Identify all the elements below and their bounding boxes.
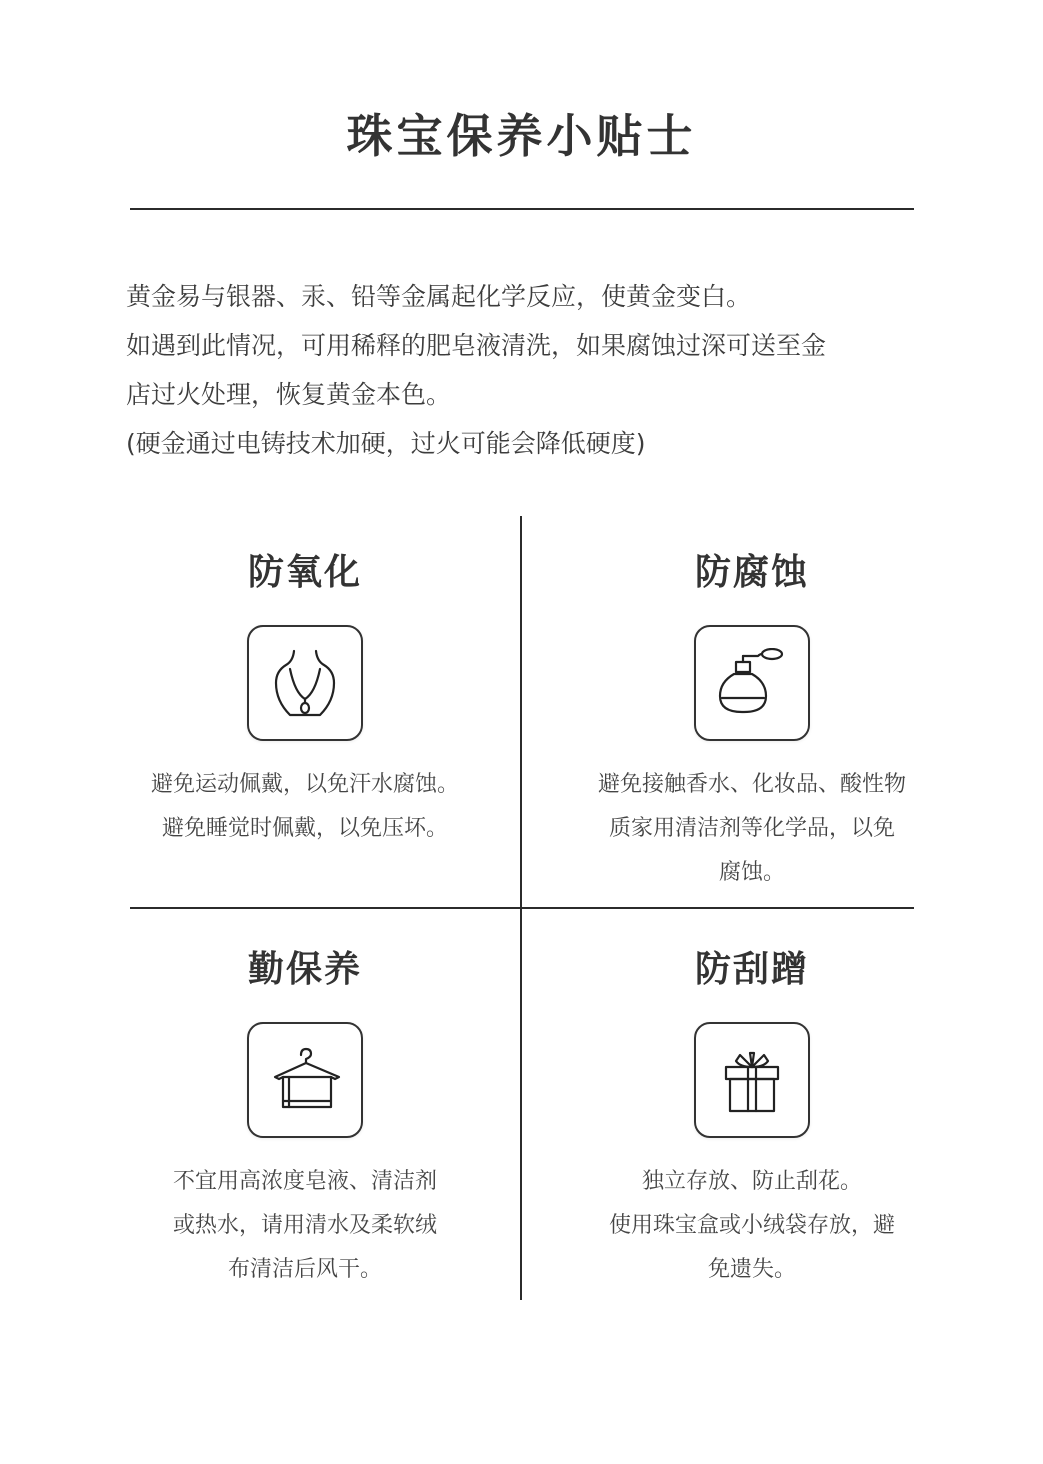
intro-line: (硬金通过电铸技术加硬，过火可能会降低硬度) bbox=[126, 429, 646, 458]
tip-description bbox=[110, 1160, 500, 1292]
gift-box-icon bbox=[694, 1022, 810, 1138]
intro-line: 店过火处理，恢复黄金本色。 bbox=[126, 380, 452, 409]
tip-title: 防刮蹭 bbox=[694, 949, 809, 990]
tip-line: 质家用清洁剂等化学品，以免 bbox=[608, 816, 895, 841]
tip-regular-care bbox=[110, 948, 500, 1292]
perfume-bottle-icon bbox=[694, 625, 810, 741]
intro-line: 如遇到此情况，可用稀释的肥皂液清洗，如果腐蚀过深可送至金 bbox=[126, 331, 827, 360]
tip-line: 避免睡觉时佩戴，以免压坏。 bbox=[161, 816, 448, 841]
tip-anti-oxidation bbox=[110, 551, 500, 851]
intro-line: 黄金易与银器、汞、铅等金属起化学反应，使黄金变白。 bbox=[126, 282, 752, 311]
tip-description bbox=[557, 1160, 947, 1292]
tip-line: 独立存放、防止刮花。 bbox=[641, 1169, 862, 1194]
tip-line: 不宜用高浓度皂液、清洁剂 bbox=[172, 1169, 437, 1194]
tip-anti-corrosion bbox=[557, 551, 947, 895]
tip-line: 腐蚀。 bbox=[718, 860, 785, 885]
tip-line: 避免运动佩戴，以免汗水腐蚀。 bbox=[150, 772, 459, 797]
tip-line: 免遗失。 bbox=[707, 1257, 796, 1282]
tip-line: 使用珠宝盒或小绒袋存放，避 bbox=[608, 1213, 895, 1238]
tip-title: 防腐蚀 bbox=[694, 552, 809, 593]
tip-description bbox=[557, 763, 947, 895]
necklace-icon bbox=[247, 625, 363, 741]
towel-hanger-icon bbox=[247, 1022, 363, 1138]
grid-horizontal-divider bbox=[130, 907, 914, 909]
tip-description bbox=[110, 763, 500, 851]
tip-line: 避免接触香水、化妆品、酸性物 bbox=[597, 772, 906, 797]
tip-title: 勤保养 bbox=[247, 949, 362, 990]
tip-anti-scratch bbox=[557, 948, 947, 1292]
title-divider bbox=[130, 208, 914, 210]
tip-line: 或热水，请用清水及柔软绒 bbox=[172, 1213, 437, 1238]
tip-title: 防氧化 bbox=[247, 552, 362, 593]
tip-line: 布清洁后风干。 bbox=[227, 1257, 382, 1282]
page-title: 珠宝保养小贴士 bbox=[346, 109, 697, 163]
intro-paragraph bbox=[126, 272, 926, 468]
